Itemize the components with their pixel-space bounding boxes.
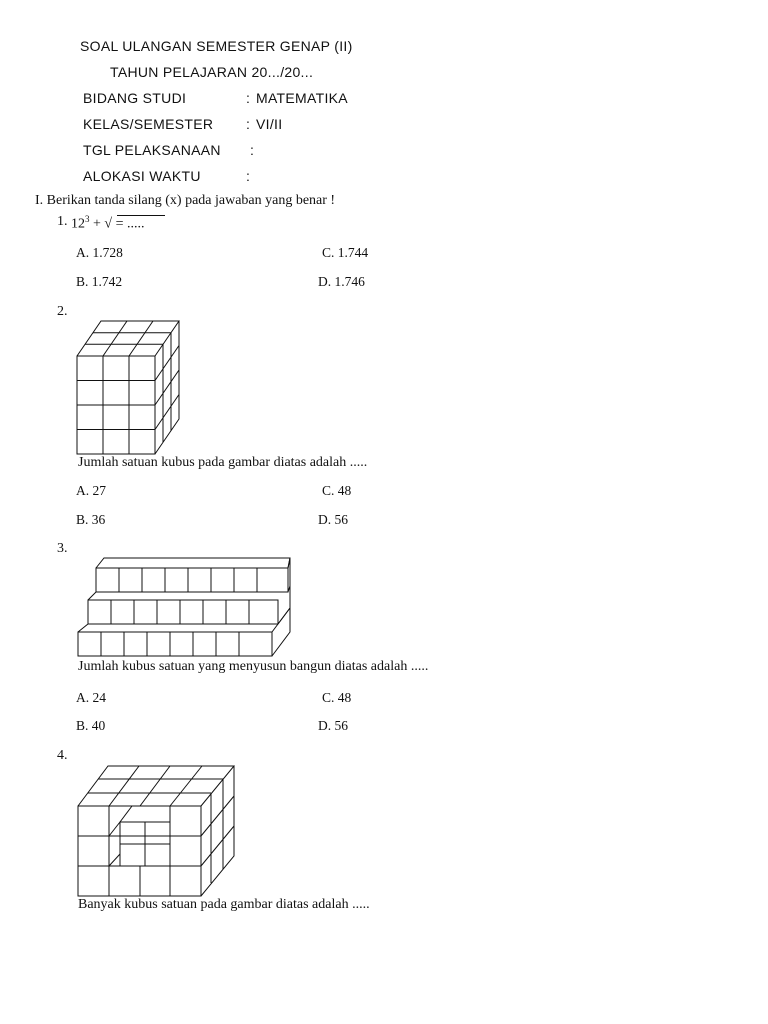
field-label-class: KELAS/SEMESTER bbox=[83, 116, 214, 132]
question-1-expression bbox=[71, 214, 145, 233]
sqrt-icon: √ bbox=[104, 216, 113, 232]
q3-option-a[interactable]: A. 24 bbox=[76, 690, 106, 705]
expr-exponent: 3 bbox=[85, 214, 90, 224]
field-label-duration: ALOKASI WAKTU bbox=[83, 168, 201, 184]
exam-title: SOAL ULANGAN SEMESTER GENAP (II) bbox=[80, 38, 353, 54]
q1-option-a[interactable]: A. 1.728 bbox=[76, 245, 123, 260]
question-1-number: 1. bbox=[57, 214, 68, 229]
cube-figure-2 bbox=[76, 318, 186, 458]
expr-rest: = ..... bbox=[112, 216, 145, 232]
field-label-subject: BIDANG STUDI bbox=[83, 90, 187, 106]
field-sep-subject: : bbox=[246, 90, 251, 106]
q2-option-c[interactable]: C. 48 bbox=[322, 483, 352, 498]
field-sep-class: : bbox=[246, 116, 251, 132]
expr-plus: + bbox=[89, 216, 105, 232]
q3-option-c[interactable]: C. 48 bbox=[322, 690, 352, 705]
field-value-subject: MATEMATIKA bbox=[256, 90, 348, 106]
q2-option-b[interactable]: B. 36 bbox=[76, 512, 106, 527]
sqrt-vinculum bbox=[117, 215, 165, 216]
question-2-number: 2. bbox=[57, 304, 68, 319]
q2-option-a[interactable]: A. 27 bbox=[76, 483, 106, 498]
field-value-class: VI/II bbox=[256, 116, 283, 132]
field-label-date: TGL PELAKSANAAN bbox=[83, 142, 221, 158]
q1-option-b[interactable]: B. 1.742 bbox=[76, 274, 123, 289]
question-4-text: Banyak kubus satuan pada gambar diatas adalah ..... bbox=[78, 897, 370, 912]
question-3-number: 3. bbox=[57, 541, 68, 556]
question-4-number: 4. bbox=[57, 748, 68, 763]
academic-year: TAHUN PELAJARAN 20.../20... bbox=[110, 64, 314, 80]
hollow-cube-figure-4 bbox=[76, 764, 241, 899]
field-sep-duration: : bbox=[246, 168, 251, 184]
question-2-text: Jumlah satuan kubus pada gambar diatas adalah ..... bbox=[78, 455, 368, 470]
q1-option-c[interactable]: C. 1.744 bbox=[322, 245, 369, 260]
section-instruction: I. Berikan tanda silang (x) pada jawaban yang benar ! bbox=[35, 193, 336, 208]
field-sep-date: : bbox=[250, 142, 255, 158]
q2-option-d[interactable]: D. 56 bbox=[318, 512, 348, 527]
question-3-text: Jumlah kubus satuan yang menyusun bangun diatas adalah ..... bbox=[78, 659, 429, 674]
staircase-figure-3 bbox=[76, 556, 296, 661]
q1-option-d[interactable]: D. 1.746 bbox=[318, 274, 365, 289]
expr-base: 12 bbox=[71, 216, 85, 232]
q3-option-d[interactable]: D. 56 bbox=[318, 718, 348, 733]
q3-option-b[interactable]: B. 40 bbox=[76, 718, 106, 733]
